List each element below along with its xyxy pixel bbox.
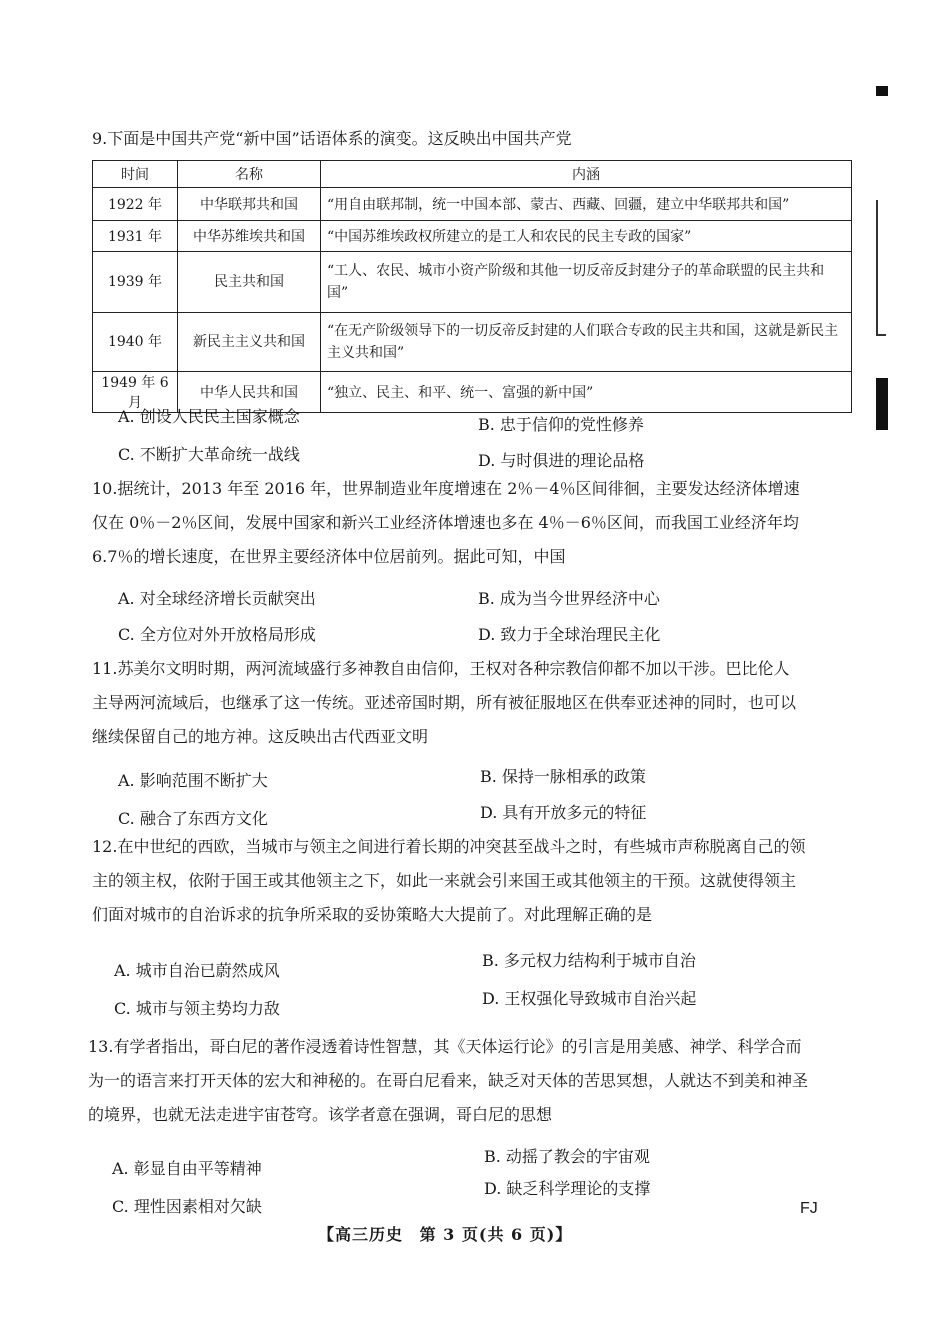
question-9 (92, 122, 862, 156)
table-cell-meaning: “在无产阶级领导下的一切反帝反封建的人们联合专政的民主共和国，这就是新民主主义共和国” (321, 313, 852, 372)
q12-option-b[interactable]: B. 多元权力结构利于城市自治 (482, 951, 696, 970)
q9-option-d[interactable]: D. 与时俱进的理论品格 (478, 451, 645, 470)
q9-option-b[interactable]: B. 忠于信仰的党性修养 (478, 415, 644, 434)
table-cell-meaning: “用自由联邦制，统一中国本部、蒙古、西藏、回疆，建立中华联邦共和国” (321, 188, 852, 221)
footer-subject: 【高三历史 (318, 1225, 404, 1244)
q11-option-a[interactable]: A. 影响范围不断扩大 (118, 771, 268, 790)
table-header-meaning: 内涵 (321, 161, 852, 188)
question-10-stem: 10.据统计，2013 年至 2016 年，世界制造业年度增速在 2％－4％区间徘徊，主要发达经济体增速仅在 0％－2％区间，发展中国家和新兴工业经济体增速也多在 4％－6％区间，而我国工业经济年均 6.7％的增长速度，在世界主要经济体中位居前列。据此可知，中国 (92, 479, 800, 566)
table-row (93, 313, 852, 372)
table-row (93, 252, 852, 313)
q10-option-c[interactable]: C. 全方位对外开放格局形成 (118, 625, 316, 644)
question-13-stem: 13.有学者指出，哥白尼的著作浸透着诗性智慧，其《天体运行论》的引言是用美感、神学、科学合而为一的语言来打开天体的宏大和神秘的。在哥白尼看来，缺乏对天体的苦思冥想，人就达不到美和神圣的境界，也就无法走进宇宙苍穹。该学者意在强调，哥白尼的思想 (88, 1037, 809, 1124)
scan-mark-bracket-foot (876, 334, 886, 336)
question-13 (88, 1030, 808, 1132)
table-cell-time: 1922 年 (93, 188, 178, 221)
q11-option-d[interactable]: D. 具有开放多元的特征 (480, 803, 647, 822)
table-cell-meaning: “中国苏维埃政权所建立的是工人和农民的民主专政的国家” (321, 221, 852, 252)
q13-option-a[interactable]: A. 彰显自由平等精神 (112, 1159, 262, 1178)
page-footer (318, 1222, 572, 1245)
q9-option-c[interactable]: C. 不断扩大革命统一战线 (118, 445, 300, 464)
region-code: FJ (800, 1200, 818, 1217)
table-cell-time: 1931 年 (93, 221, 178, 252)
question-9-stem: 9.下面是中国共产党“新中国”话语体系的演变。这反映出中国共产党 (92, 129, 572, 148)
q12-option-d[interactable]: D. 王权强化导致城市自治兴起 (482, 989, 697, 1008)
table-header-time: 时间 (93, 161, 178, 188)
q10-option-d[interactable]: D. 致力于全球治理民主化 (478, 625, 661, 644)
table-row (93, 188, 852, 221)
q11-option-c[interactable]: C. 融合了东西方文化 (118, 809, 268, 828)
table-cell-name: 中华联邦共和国 (178, 188, 321, 221)
table-cell-time: 1939 年 (93, 252, 178, 313)
table-cell-meaning: “独立、民主、和平、统一、富强的新中国” (321, 372, 852, 413)
scan-mark-bar (876, 378, 888, 430)
q12-option-a[interactable]: A. 城市自治已蔚然成风 (114, 961, 280, 980)
table-cell-meaning: “工人、农民、城市小资产阶级和其他一切反帝反封建分子的革命联盟的民主共和国” (321, 252, 852, 313)
question-12-stem: 12.在中世纪的西欧，当城市与领主之间进行着长期的冲突甚至战斗之时，有些城市声称脱离自己的领主的领主权，依附于国王或其他领主之下，如此一来就会引来国王或其他领主的干预。这就使得领主们面对城市的自治诉求的抗争所采取的妥协策略大大提前了。对此理解正确的是 (92, 837, 806, 924)
table-cell-name: 中华人民共和国 (178, 372, 321, 413)
q13-option-c[interactable]: C. 理性因素相对欠缺 (112, 1197, 262, 1216)
table-cell-name: 民主共和国 (178, 252, 321, 313)
q13-option-b[interactable]: B. 动摇了教会的宇宙观 (484, 1147, 650, 1166)
scan-mark-bracket (876, 200, 878, 336)
q13-option-d[interactable]: D. 缺乏科学理论的支撑 (484, 1179, 651, 1198)
q10-option-b[interactable]: B. 成为当今世界经济中心 (478, 589, 660, 608)
question-11 (92, 652, 804, 754)
table-cell-time: 1949 年 6 月 (93, 372, 178, 413)
footer-page-number: 第 3 页(共 6 页)】 (419, 1225, 573, 1244)
table-cell-name: 中华苏维埃共和国 (178, 221, 321, 252)
table-header-name: 名称 (178, 161, 321, 188)
q10-option-a[interactable]: A. 对全球经济增长贡献突出 (118, 589, 316, 608)
table-cell-name: 新民主主义共和国 (178, 313, 321, 372)
q12-option-c[interactable]: C. 城市与领主势均力敌 (114, 999, 280, 1018)
scan-mark-top (876, 86, 888, 96)
question-10 (92, 472, 804, 574)
table-cell-time: 1940 年 (93, 313, 178, 372)
question-9-table (92, 160, 852, 413)
q11-option-b[interactable]: B. 保持一脉相承的政策 (480, 767, 646, 786)
question-12 (92, 830, 806, 932)
table-row (93, 221, 852, 252)
question-11-stem: 11.苏美尔文明时期，两河流域盛行多神教自由信仰，王权对各种宗教信仰都不加以干涉。巴比伦人主导两河流域后，也继承了这一传统。亚述帝国时期，所有被征服地区在供奉亚述神的同时，也可以继续保留自己的地方神。这反映出古代西亚文明 (92, 659, 797, 746)
q9-option-a[interactable]: A. 创设人民民主国家概念 (118, 407, 300, 426)
